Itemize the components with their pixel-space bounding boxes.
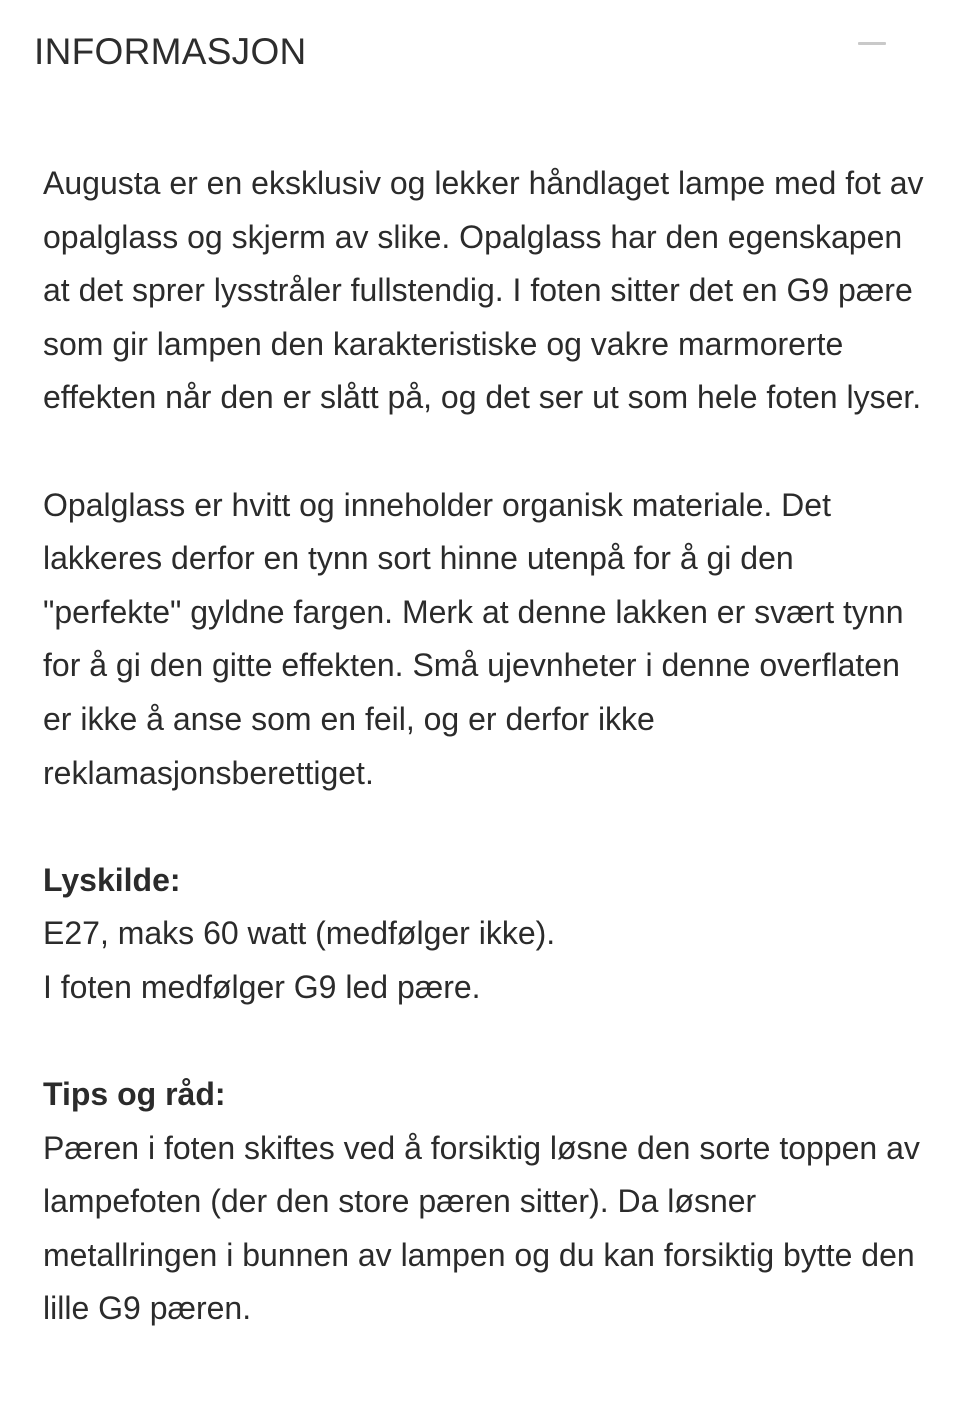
tips-text: Pæren i foten skiftes ved å forsiktig løsne den sorte toppen av lampefoten (der den store pæren sitter). Da løsner metallringen i bunnen av lampen og du kan forsiktig bytte den lille G9 pæren. [43, 1129, 920, 1327]
light-source-label: Lyskilde: [43, 861, 181, 898]
light-source-line-1: E27, maks 60 watt (medfølger ikke). [43, 915, 556, 952]
section-title: INFORMASJON [34, 31, 307, 72]
accordion-content [43, 157, 933, 1336]
material-paragraph: Opalglass er hvitt og inneholder organisk materiale. Det lakkeres derfor en tynn sort hinne utenpå for å gi den "perfekte" gyldne fargen. Merk at denne lakken er svært tynn for å gi den gitte effekten. Små ujevnheter i denne overflaten er ikke å anse som en feil, og er derfor ikke reklamasjonsberettiget. [43, 486, 904, 791]
tips-label: Tips og råd: [43, 1076, 226, 1113]
collapse-toggle-button[interactable] [852, 28, 896, 58]
light-source-line-2: I foten medfølger G9 led pære. [43, 968, 481, 1005]
minus-icon [858, 42, 886, 45]
intro-paragraph: Augusta er en eksklusiv og lekker håndlaget lampe med fot av opalglass og skjerm av slike. Opalglass har den egenskapen at det sprer lysstråler fullstendig. I foten sitter det en G9 pære som gir lampen den karakteristiske og vakre marmorerte effekten når den er slått på, og det ser ut som hele foten lyser. [43, 165, 924, 416]
tips-section [43, 1068, 933, 1336]
accordion-header[interactable] [0, 0, 960, 110]
light-source-section [43, 854, 933, 1015]
